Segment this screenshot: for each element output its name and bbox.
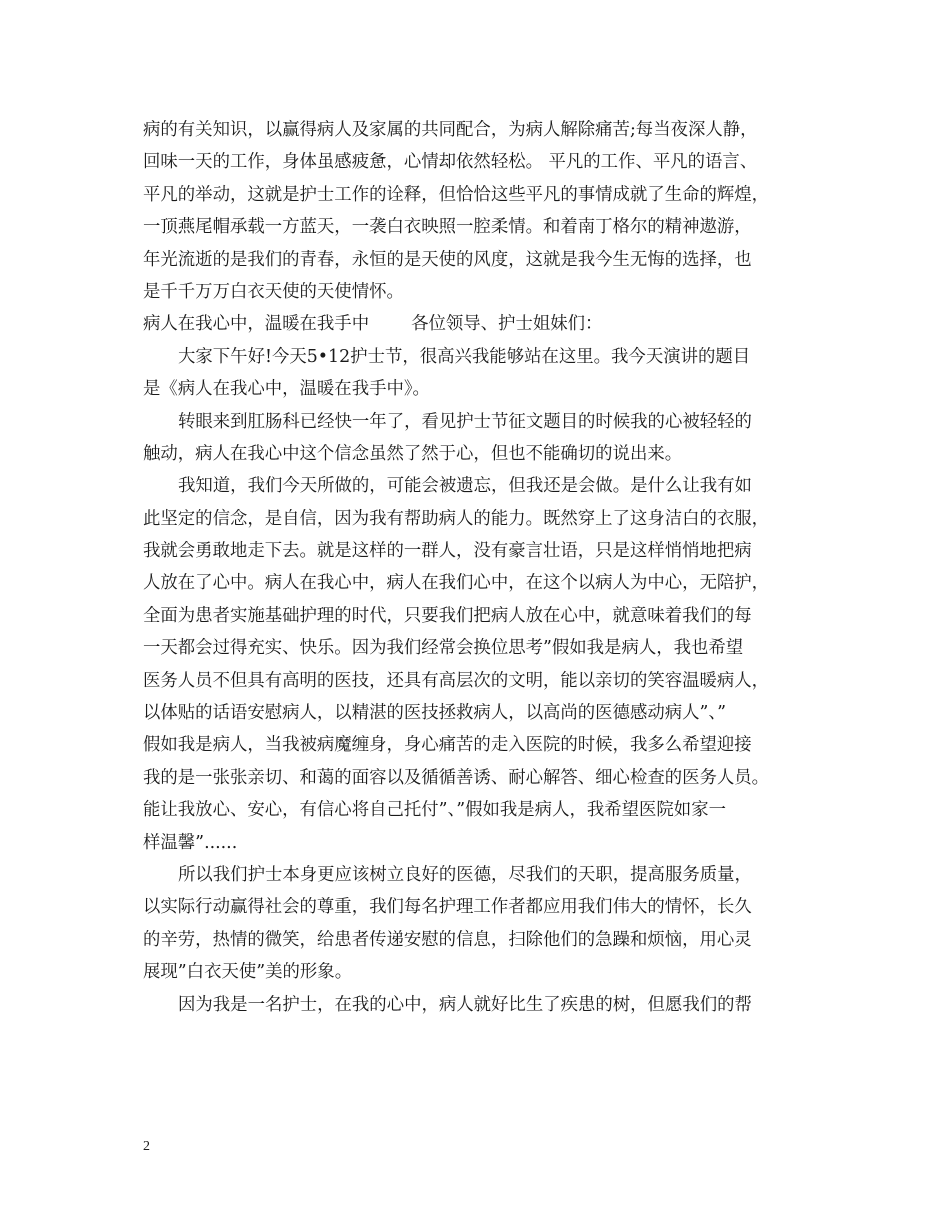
speech-title: 病人在我心中，温暖在我手中 xyxy=(143,314,370,335)
paragraph-ethics xyxy=(143,859,833,989)
heading-line xyxy=(143,308,833,340)
text-line: 是千千万万白衣天使的天使情怀。 xyxy=(143,281,404,302)
text-line: 触动，病人在我心中这个信念虽然了然于心，但也不能确切的说出来。 xyxy=(143,443,683,464)
text-line: 全面为患者实施基础护理的时代，只要我们把病人放在心中，就意味着我们的每 xyxy=(143,605,752,626)
text-line: 人放在了心中。病人在我心中，病人在我们心中，在这个以病人为中心，无陪护， xyxy=(143,573,770,594)
speech-salutation: 各位领导、护士姐妹们： xyxy=(411,314,603,335)
paragraph-tree xyxy=(143,989,833,1021)
paragraph-belief xyxy=(143,470,833,859)
text-line: 回味一天的工作，身体虽感疲惫，心情却依然轻松。 平凡的工作、平凡的语言、 xyxy=(143,152,758,173)
text-line: 以实际行动赢得社会的尊重，我们每名护理工作者都应用我们伟大的情怀，长久 xyxy=(143,897,752,918)
text-line: 因为我是一名护士，在我的心中，病人就好比生了疾患的树，但愿我们的帮 xyxy=(178,994,752,1015)
text-line: 我就会勇敢地走下去。就是这样的一群人，没有豪言壮语，只是这样悄悄地把病 xyxy=(143,541,752,562)
text-line: 是《病人在我心中，温暖在我手中》。 xyxy=(143,379,430,400)
text-line: 样温馨”...... xyxy=(143,832,238,853)
text-line: 能让我放心、安心，有信心将自己托付”、”假如我是病人，我希望医院如家一 xyxy=(143,800,726,821)
document-page xyxy=(143,114,833,1021)
text-line: 一天都会过得充实、快乐。因为我们经常会换位思考”假如我是病人，我也希望 xyxy=(143,638,744,659)
text-line: 病的有关知识，以赢得病人及家属的共同配合，为病人解除痛苦;每当夜深人静， xyxy=(143,120,758,140)
text-line: 所以我们护士本身更应该树立良好的医德，尽我们的天职，提高服务质量， xyxy=(178,864,752,885)
text-line: 我知道，我们今天所做的，可能会被遗忘，但我还是会做。是什么让我有如 xyxy=(178,476,752,497)
text-line: 平凡的举动，这就是护士工作的诠释，但恰恰这些平凡的事情成就了生命的辉煌， xyxy=(143,184,770,205)
text-line: 的辛劳，热情的微笑，给患者传递安慰的信息，扫除他们的急躁和烦恼，用心灵 xyxy=(143,929,752,950)
text-line: 以体贴的话语安慰病人，以精湛的医技拯救病人，以高尚的医德感动病人”、” xyxy=(143,703,726,724)
paragraph-closing xyxy=(143,114,833,308)
text-line: 假如我是病人，当我被病魔缠身，身心痛苦的走入医院的时候，我多么希望迎接 xyxy=(143,735,752,756)
text-line: 此坚定的信念，是自信，因为我有帮助病人的能力。既然穿上了这身洁白的衣服， xyxy=(143,508,770,529)
paragraph-greeting xyxy=(143,341,833,406)
speech-heading xyxy=(143,308,833,340)
text-line: 转眼来到肛肠科已经快一年了，看见护士节征文题目的时候我的心被轻轻的 xyxy=(178,411,752,432)
text-line: 大家下午好!今天5•12护士节，很高兴我能够站在这里。我今天演讲的题目 xyxy=(178,346,751,367)
paragraph-intro xyxy=(143,406,833,471)
text-line: 展现”白衣天使”美的形象。 xyxy=(143,962,353,983)
page-number: 2 xyxy=(143,1139,150,1154)
text-line: 医务人员不但具有高明的医技，还具有高层次的文明，能以亲切的笑容温暖病人， xyxy=(143,670,770,691)
text-line: 我的是一张张亲切、和蔼的面容以及循循善诱、耐心解答、细心检查的医务人员。 xyxy=(143,767,770,788)
text-line: 一顶燕尾帽承载一方蓝天，一袭白衣映照一腔柔情。和着南丁格尔的精神遨游， xyxy=(143,217,752,238)
text-line: 年光流逝的是我们的青春，永恒的是天使的风度，这就是我今生无悔的选择，也 xyxy=(143,249,752,270)
